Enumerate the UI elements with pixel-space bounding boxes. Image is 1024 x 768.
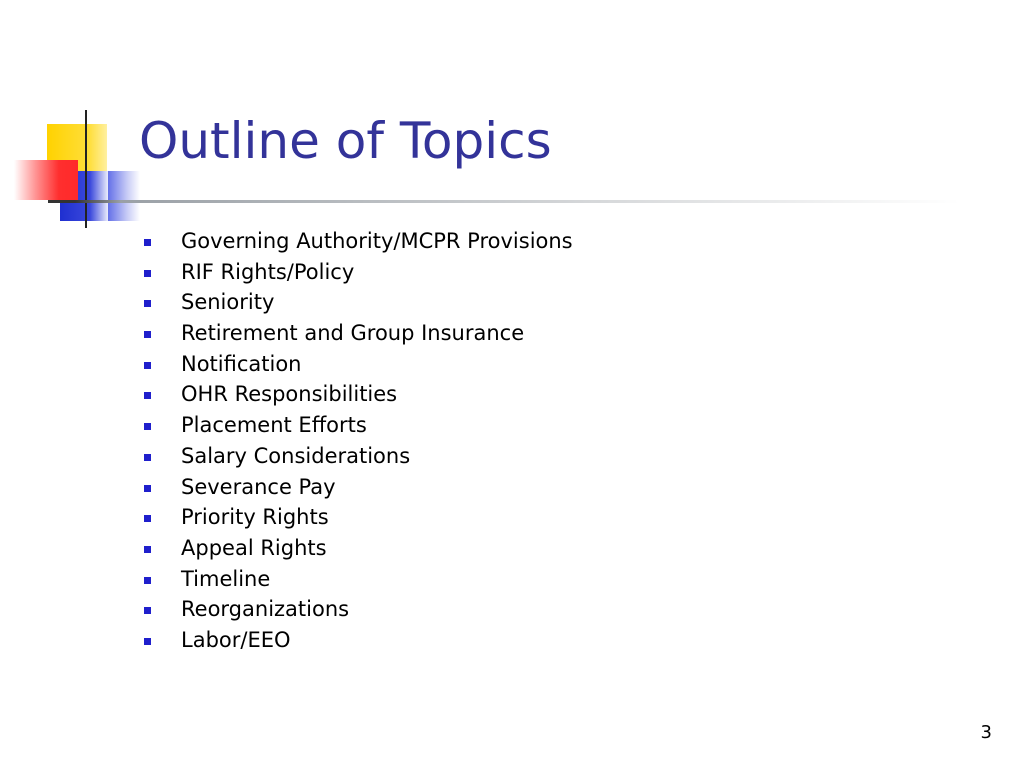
topic-label: Seniority (181, 290, 275, 315)
list-item (142, 502, 573, 533)
topic-label: Retirement and Group Insurance (181, 321, 525, 346)
list-item (142, 564, 573, 595)
square-bullet-icon (144, 300, 151, 307)
list-item (142, 625, 573, 656)
square-bullet-icon (144, 423, 151, 430)
square-bullet-icon (144, 392, 151, 399)
topic-label: Severance Pay (181, 474, 336, 499)
square-bullet-icon (144, 607, 151, 614)
list-item (142, 287, 573, 318)
blue-fade-decoration (108, 171, 140, 221)
square-bullet-icon (144, 331, 151, 338)
square-bullet-icon (144, 638, 151, 645)
topic-label: Reorganizations (181, 597, 350, 622)
square-bullet-icon (144, 362, 151, 369)
square-bullet-icon (144, 270, 151, 277)
vertical-divider-line (85, 110, 87, 228)
red-bar-decoration (14, 160, 78, 200)
topic-label: OHR Responsibilities (181, 382, 398, 407)
square-bullet-icon (144, 239, 151, 246)
topic-label: Notification (181, 351, 302, 376)
topic-label: Governing Authority/MCPR Provisions (181, 229, 573, 253)
slide-title: Outline of Topics (139, 112, 552, 170)
square-bullet-icon (144, 577, 151, 584)
square-bullet-icon (144, 515, 151, 522)
list-item (142, 441, 573, 472)
decorative-logo-graphic (0, 0, 150, 240)
topic-label: Timeline (181, 566, 271, 591)
list-item (142, 349, 573, 380)
square-bullet-icon (144, 454, 151, 461)
list-item (142, 533, 573, 564)
topic-label: Priority Rights (181, 505, 329, 530)
topics-list (142, 226, 573, 656)
topic-label: Placement Efforts (181, 413, 367, 438)
list-item (142, 257, 573, 288)
list-item (142, 226, 573, 257)
square-bullet-icon (144, 485, 151, 492)
topic-label: Appeal Rights (181, 535, 327, 560)
topic-label: Salary Considerations (181, 443, 411, 468)
page-number: 3 (980, 722, 992, 743)
list-item (142, 318, 573, 349)
list-item (142, 410, 573, 441)
title-underline-divider (48, 200, 960, 203)
square-bullet-icon (144, 546, 151, 553)
list-item (142, 472, 573, 503)
topic-label: Labor/EEO (181, 627, 291, 652)
list-item (142, 379, 573, 410)
topic-label: RIF Rights/Policy (181, 259, 355, 284)
list-item (142, 594, 573, 625)
